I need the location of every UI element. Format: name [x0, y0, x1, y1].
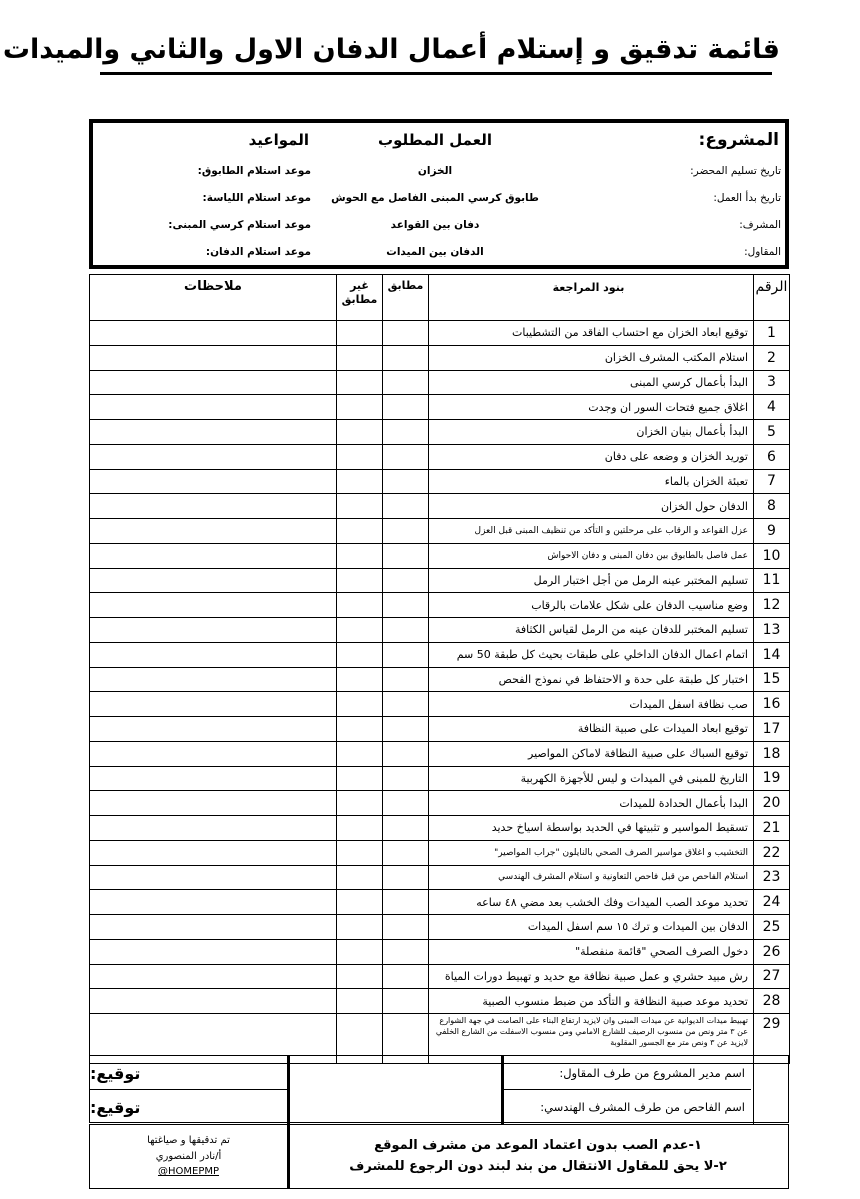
item-number: 25 — [754, 915, 790, 940]
notes-cell[interactable] — [90, 667, 337, 692]
work-start-date-label: تاريخ بدأ العمل: — [713, 191, 781, 204]
match-cell[interactable] — [383, 865, 429, 890]
no-match-cell[interactable] — [337, 766, 383, 791]
checklist-row — [90, 939, 790, 964]
no-match-cell[interactable] — [337, 593, 383, 618]
checklist-row — [90, 816, 790, 841]
item-number: 7 — [754, 469, 790, 494]
checklist-row — [90, 890, 790, 915]
item-text: التاريخ للمبنى في الميدات و ليس للأجهزة الكهربية — [429, 766, 754, 791]
item-number: 27 — [754, 964, 790, 989]
match-cell[interactable] — [383, 692, 429, 717]
checklist-row — [90, 543, 790, 568]
checklist-row — [90, 791, 790, 816]
item-number: 4 — [754, 395, 790, 420]
match-cell[interactable] — [383, 469, 429, 494]
item-number: 5 — [754, 420, 790, 445]
item-text: تهبيط ميدات الديوانية عن ميدات المبنى وان لايزيد ارتفاع البناء على الصامت في جهة الشوارع عن ٣ متر ونص من منسوب الرصيف للشارع الامامي ومن منسوب الاسفلت من الشارع الخلفي لايزيد عن ٣ ونص متر مع الجسور المقلوبة — [429, 1014, 754, 1064]
no-match-cell[interactable] — [337, 791, 383, 816]
item-text: توقيع ابعاد الميدات على صبية النظافة — [429, 717, 754, 742]
item-text: الدفان بين الميدات و ترك ١٥ سم اسفل الميدات — [429, 915, 754, 940]
engineering-inspector-label: اسم الفاحص من طرف المشرف الهندسي: — [501, 1090, 751, 1124]
match-cell[interactable] — [383, 618, 429, 643]
item-number: 19 — [754, 766, 790, 791]
notes-cell[interactable] — [90, 618, 337, 643]
item-number: 9 — [754, 519, 790, 544]
notes-cell[interactable] — [90, 989, 337, 1014]
appointment-item: موعد استلام الدفان: — [205, 245, 311, 258]
notes-cell[interactable] — [90, 791, 337, 816]
match-cell[interactable] — [383, 989, 429, 1014]
checklist-row — [90, 741, 790, 766]
notes-cell[interactable] — [90, 964, 337, 989]
match-cell[interactable] — [383, 321, 429, 346]
item-text: تحديد موعد الصب الميدات وفك الخشب بعد مضي ٤٨ ساعه — [429, 890, 754, 915]
item-number: 10 — [754, 543, 790, 568]
notes-cell[interactable] — [90, 444, 337, 469]
match-cell[interactable] — [383, 593, 429, 618]
appointments-header: المواعيد — [248, 131, 309, 149]
item-number: 12 — [754, 593, 790, 618]
project-info-box — [89, 119, 789, 269]
match-cell[interactable] — [383, 395, 429, 420]
supervisor-label: المشرف: — [739, 218, 781, 231]
checklist-row — [90, 717, 790, 742]
no-match-cell[interactable] — [337, 717, 383, 742]
required-work-item: الدفان بين الميدات — [386, 245, 484, 258]
notes-cell[interactable] — [90, 741, 337, 766]
no-match-cell[interactable] — [337, 816, 383, 841]
match-cell[interactable] — [383, 667, 429, 692]
item-text: تسقيط المواسير و تثبيتها في الحديد بواسطة اسياخ حديد — [429, 816, 754, 841]
notes-cell[interactable] — [90, 766, 337, 791]
item-number: 14 — [754, 642, 790, 667]
notes-cell[interactable] — [90, 939, 337, 964]
project-details-column — [555, 123, 785, 265]
checklist-row — [90, 667, 790, 692]
no-match-cell[interactable] — [337, 964, 383, 989]
match-column-header: مطابق — [383, 275, 429, 321]
no-match-cell[interactable] — [337, 543, 383, 568]
no-match-cell[interactable] — [337, 370, 383, 395]
checklist-row — [90, 370, 790, 395]
item-text: عزل القواعد و الرقاب على مرحلتين و التأكد من تنظيف المبنى قبل العزل — [429, 519, 754, 544]
item-text: توقيع ابعاد الخزان مع احتساب الفاقد من التشطيبات — [429, 321, 754, 346]
item-text: تحديد موعد صبية النظافة و التأكد من ضبط منسوب الصبية — [429, 989, 754, 1014]
required-work-header: العمل المطلوب — [378, 131, 492, 149]
no-match-column-header: غير مطابق — [337, 275, 383, 321]
notes-cell[interactable] — [90, 543, 337, 568]
inspector-signature-row — [90, 1090, 788, 1124]
item-text: توريد الخزان و وضعه على دفان — [429, 444, 754, 469]
signature-spacer — [753, 1056, 788, 1090]
no-match-cell[interactable] — [337, 494, 383, 519]
title-underline — [100, 72, 772, 75]
checklist-row — [90, 964, 790, 989]
checklist-row — [90, 469, 790, 494]
item-text: استلام الفاحص من قبل فاحص التعاونية و استلام المشرف الهندسي — [429, 865, 754, 890]
no-match-cell[interactable] — [337, 519, 383, 544]
notes-cell[interactable] — [90, 642, 337, 667]
contractor-signature-row — [90, 1056, 788, 1090]
footer-note: ١-عدم الصب بدون اعتماد الموعد من مشرف الموقع — [374, 1137, 702, 1153]
checklist-row — [90, 345, 790, 370]
signature-spacer — [753, 1090, 788, 1124]
item-text: تعبئة الخزان بالماء — [429, 469, 754, 494]
no-match-cell[interactable] — [337, 741, 383, 766]
match-cell[interactable] — [383, 939, 429, 964]
no-match-cell[interactable] — [337, 469, 383, 494]
item-number: 8 — [754, 494, 790, 519]
number-column-header: الرقم — [754, 275, 790, 321]
item-text: البدأ بأعمال بنيان الخزان — [429, 420, 754, 445]
no-match-cell[interactable] — [337, 444, 383, 469]
checklist-row — [90, 642, 790, 667]
match-cell[interactable] — [383, 791, 429, 816]
item-number: 11 — [754, 568, 790, 593]
match-cell[interactable] — [383, 444, 429, 469]
item-text: توقيع السباك على صبية النظافة لاماكن المواصير — [429, 741, 754, 766]
item-text: البدأ بأعمال كرسي المبنى — [429, 370, 754, 395]
no-match-cell[interactable] — [337, 395, 383, 420]
appointment-item: موعد استلام كرسي المبنى: — [168, 218, 311, 231]
review-items-column-header: بنود المراجعة — [429, 275, 754, 321]
signature-divider — [90, 1089, 290, 1090]
no-match-cell[interactable] — [337, 420, 383, 445]
checklist-row — [90, 840, 790, 865]
footer-box — [89, 1124, 789, 1189]
notes-cell[interactable] — [90, 890, 337, 915]
checklist-row — [90, 395, 790, 420]
match-cell[interactable] — [383, 915, 429, 940]
match-cell[interactable] — [383, 717, 429, 742]
item-text: دخول الصرف الصحي "قائمة منفصلة" — [429, 939, 754, 964]
item-number: 2 — [754, 345, 790, 370]
footer-credits — [90, 1125, 290, 1188]
notes-cell[interactable] — [90, 395, 337, 420]
item-number: 20 — [754, 791, 790, 816]
author-name: أ/نادر المنصوري — [155, 1150, 222, 1162]
match-cell[interactable] — [383, 370, 429, 395]
item-number: 6 — [754, 444, 790, 469]
match-cell[interactable] — [383, 345, 429, 370]
checklist-row — [90, 618, 790, 643]
notes-column-header: ملاحظات — [90, 275, 337, 321]
item-text: اختبار كل طبقة على حدة و الاحتفاظ في نموذج الفحص — [429, 667, 754, 692]
appointment-item: موعد استلام الطابوق: — [197, 164, 311, 177]
no-match-cell[interactable] — [337, 321, 383, 346]
item-number: 15 — [754, 667, 790, 692]
no-match-cell[interactable] — [337, 865, 383, 890]
no-match-cell[interactable] — [337, 667, 383, 692]
checklist-row — [90, 321, 790, 346]
footer-note: ٢-لا يحق للمقاول الانتقال من بند لبند دون الرجوع للمشرف — [349, 1158, 727, 1174]
signature-section — [89, 1055, 789, 1123]
no-match-cell[interactable] — [337, 345, 383, 370]
page-title: قائمة تدقيق و إستلام أعمال الدفان الاول والثاني والميدات — [2, 34, 780, 65]
item-text: صب نظافة اسفل الميدات — [429, 692, 754, 717]
match-cell[interactable] — [383, 766, 429, 791]
match-cell[interactable] — [383, 816, 429, 841]
item-number: 16 — [754, 692, 790, 717]
item-number: 23 — [754, 865, 790, 890]
item-text: التخشيب و اغلاق مواسير الصرف الصحي بالنايلون "جراب المواصير" — [429, 840, 754, 865]
item-text: الدفان حول الخزان — [429, 494, 754, 519]
item-text: عمل فاصل بالطابوق بين دفان المبنى و دفان الاحواش — [429, 543, 754, 568]
notes-cell[interactable] — [90, 717, 337, 742]
notes-cell[interactable] — [90, 321, 337, 346]
item-text: وضع مناسيب الدفان على شكل علامات بالرقاب — [429, 593, 754, 618]
match-cell[interactable] — [383, 964, 429, 989]
required-work-item: دفان بين القواعد — [390, 218, 480, 231]
match-cell[interactable] — [383, 420, 429, 445]
contractor-manager-label: اسم مدير المشروع من طرف المقاول: — [501, 1056, 751, 1090]
item-text: استلام المكتب المشرف الخزان — [429, 345, 754, 370]
required-work-item: طابوق كرسي المبنى الفاصل مع الحوش — [331, 191, 539, 204]
no-match-cell[interactable] — [337, 618, 383, 643]
no-match-cell[interactable] — [337, 890, 383, 915]
notes-cell[interactable] — [90, 692, 337, 717]
no-match-cell[interactable] — [337, 840, 383, 865]
checklist-row — [90, 915, 790, 940]
project-label: المشروع: — [698, 130, 779, 150]
match-cell[interactable] — [383, 840, 429, 865]
social-handle-link[interactable]: @HOMEPMP — [157, 1166, 220, 1178]
item-number: 3 — [754, 370, 790, 395]
checklist-row — [90, 494, 790, 519]
checklist-body — [90, 321, 790, 1064]
credit-line: تم تدقيقها و صياغتها — [147, 1135, 230, 1147]
notes-cell[interactable] — [90, 915, 337, 940]
item-number: 22 — [754, 840, 790, 865]
notes-cell[interactable] — [90, 494, 337, 519]
checklist-row — [90, 865, 790, 890]
notes-cell[interactable] — [90, 370, 337, 395]
item-text: البدا بأعمال الحدادة للميدات — [429, 791, 754, 816]
item-number: 21 — [754, 816, 790, 841]
notes-cell[interactable] — [90, 593, 337, 618]
item-text: اتمام اعمال الدفان الداخلي على طبقات بحيث كل طبقة 50 سم — [429, 642, 754, 667]
notes-cell[interactable] — [90, 865, 337, 890]
match-cell[interactable] — [383, 642, 429, 667]
notes-cell[interactable] — [90, 345, 337, 370]
no-match-cell[interactable] — [337, 939, 383, 964]
checklist-row — [90, 420, 790, 445]
match-cell[interactable] — [383, 543, 429, 568]
no-match-cell[interactable] — [337, 915, 383, 940]
required-work-item: الخزان — [417, 164, 453, 177]
item-text: تسليم المختبر للدفان عينه من الرمل لقياس الكثافة — [429, 618, 754, 643]
no-match-cell[interactable] — [337, 642, 383, 667]
appointment-item: موعد استلام اللياسة: — [202, 191, 311, 204]
item-text: رش مبيد حشري و عمل صبية نظافة مع حديد و تهبيط دورات المياة — [429, 964, 754, 989]
contractor-label: المقاول: — [744, 245, 781, 258]
no-match-cell[interactable] — [337, 989, 383, 1014]
appointments-column — [93, 123, 315, 265]
footer-notes — [288, 1125, 788, 1188]
item-number: 13 — [754, 618, 790, 643]
inspector-signature-label: توقيع: — [90, 1090, 290, 1124]
checklist-row — [90, 519, 790, 544]
checklist-row — [90, 593, 790, 618]
match-cell[interactable] — [383, 741, 429, 766]
match-cell[interactable] — [383, 519, 429, 544]
item-number: 17 — [754, 717, 790, 742]
match-cell[interactable] — [383, 568, 429, 593]
checklist-row — [90, 766, 790, 791]
checklist-row — [90, 692, 790, 717]
no-match-cell[interactable] — [337, 568, 383, 593]
no-match-cell[interactable] — [337, 692, 383, 717]
checklist-header-row — [90, 275, 790, 321]
notes-cell[interactable] — [90, 840, 337, 865]
item-number: 26 — [754, 939, 790, 964]
match-cell[interactable] — [383, 890, 429, 915]
item-number: 29 — [754, 1014, 790, 1064]
checklist-table — [89, 274, 790, 1064]
notes-cell[interactable] — [90, 420, 337, 445]
notes-cell[interactable] — [90, 816, 337, 841]
notes-cell[interactable] — [90, 568, 337, 593]
item-text: تسليم المختبر عينه الرمل من أجل اختبار الرمل — [429, 568, 754, 593]
match-cell[interactable] — [383, 494, 429, 519]
item-number: 24 — [754, 890, 790, 915]
item-number: 28 — [754, 989, 790, 1014]
notes-cell[interactable] — [90, 519, 337, 544]
item-number: 18 — [754, 741, 790, 766]
contractor-signature-label: توقيع: — [90, 1056, 290, 1090]
notes-cell[interactable] — [90, 469, 337, 494]
checklist-row — [90, 568, 790, 593]
handover-date-label: تاريخ تسليم المحضر: — [690, 164, 781, 177]
checklist-row — [90, 444, 790, 469]
item-text: اغلاق جميع فتحات السور ان وجدت — [429, 395, 754, 420]
checklist-row — [90, 989, 790, 1014]
item-number: 1 — [754, 321, 790, 346]
required-work-column — [315, 123, 555, 265]
